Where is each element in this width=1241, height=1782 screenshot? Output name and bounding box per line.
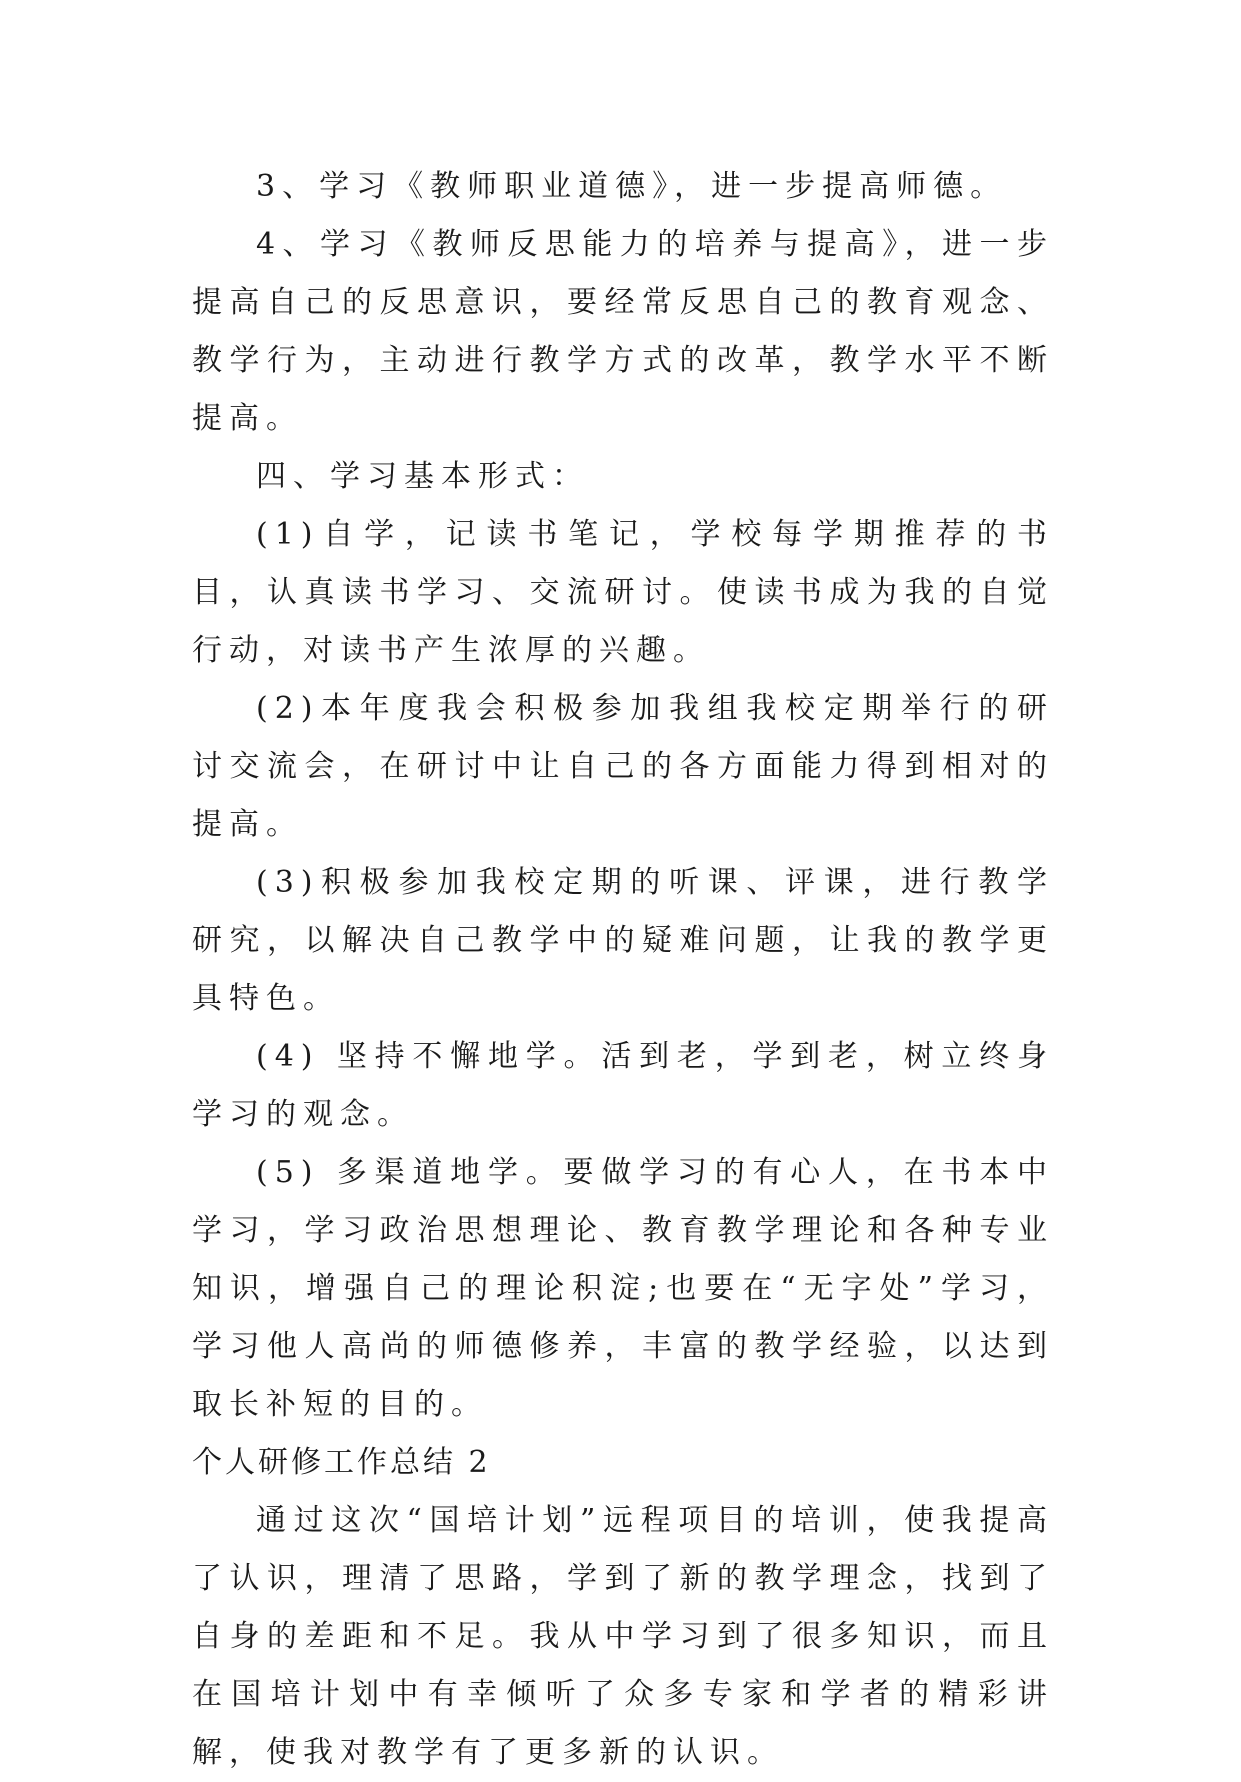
paragraph: (4) 坚持不懈地学。活到老，学到老，树立终身学习的观念。 <box>192 1039 1054 1132</box>
paragraph: (2)本年度我会积极参加我组我校定期举行的研讨交流会，在研讨中让自己的各方面能力得到相对的提高。 <box>192 691 1054 842</box>
paragraph: 4、学习《教师反思能力的培养与提高》，进一步提高自己的反思意识，要经常反思自己的教育观念、教学行为，主动进行教学方式的改革，教学水平不断提高。 <box>192 227 1054 436</box>
paragraph: 四、学习基本形式： <box>256 459 589 494</box>
section-title: 个人研修工作总结 2 <box>192 1445 491 1480</box>
paragraph: (1)自学，记读书笔记，学校每学期推荐的书目，认真读书学习、交流研讨。使读书成为我的自觉行动，对读书产生浓厚的兴趣。 <box>192 517 1054 668</box>
paragraph: 通过这次“国培计划”远程项目的培训，使我提高了认识，理清了思路，学到了新的教学理念，找到了自身的差距和不足。我从中学习到了很多知识，而且在国培计划中有幸倾听了众多专家和学者的精彩讲解，使我对教学有了更多新的认识。 <box>192 1503 1054 1770</box>
document-body <box>192 158 1054 1782</box>
paragraph: (5) 多渠道地学。要做学习的有心人，在书本中学习，学习政治思想理论、教育教学理论和各种专业知识，增强自己的理论积淀;也要在“无字处”学习，学习他人高尚的师德修养，丰富的教学经验，以达到取长补短的目的。 <box>192 1155 1054 1422</box>
paragraph: 3、学习《教师职业道德》，进一步提高师德。 <box>256 169 1008 204</box>
paragraph: (3)积极参加我校定期的听课、评课，进行教学研究，以解决自己教学中的疑难问题，让我的教学更具特色。 <box>192 865 1054 1016</box>
